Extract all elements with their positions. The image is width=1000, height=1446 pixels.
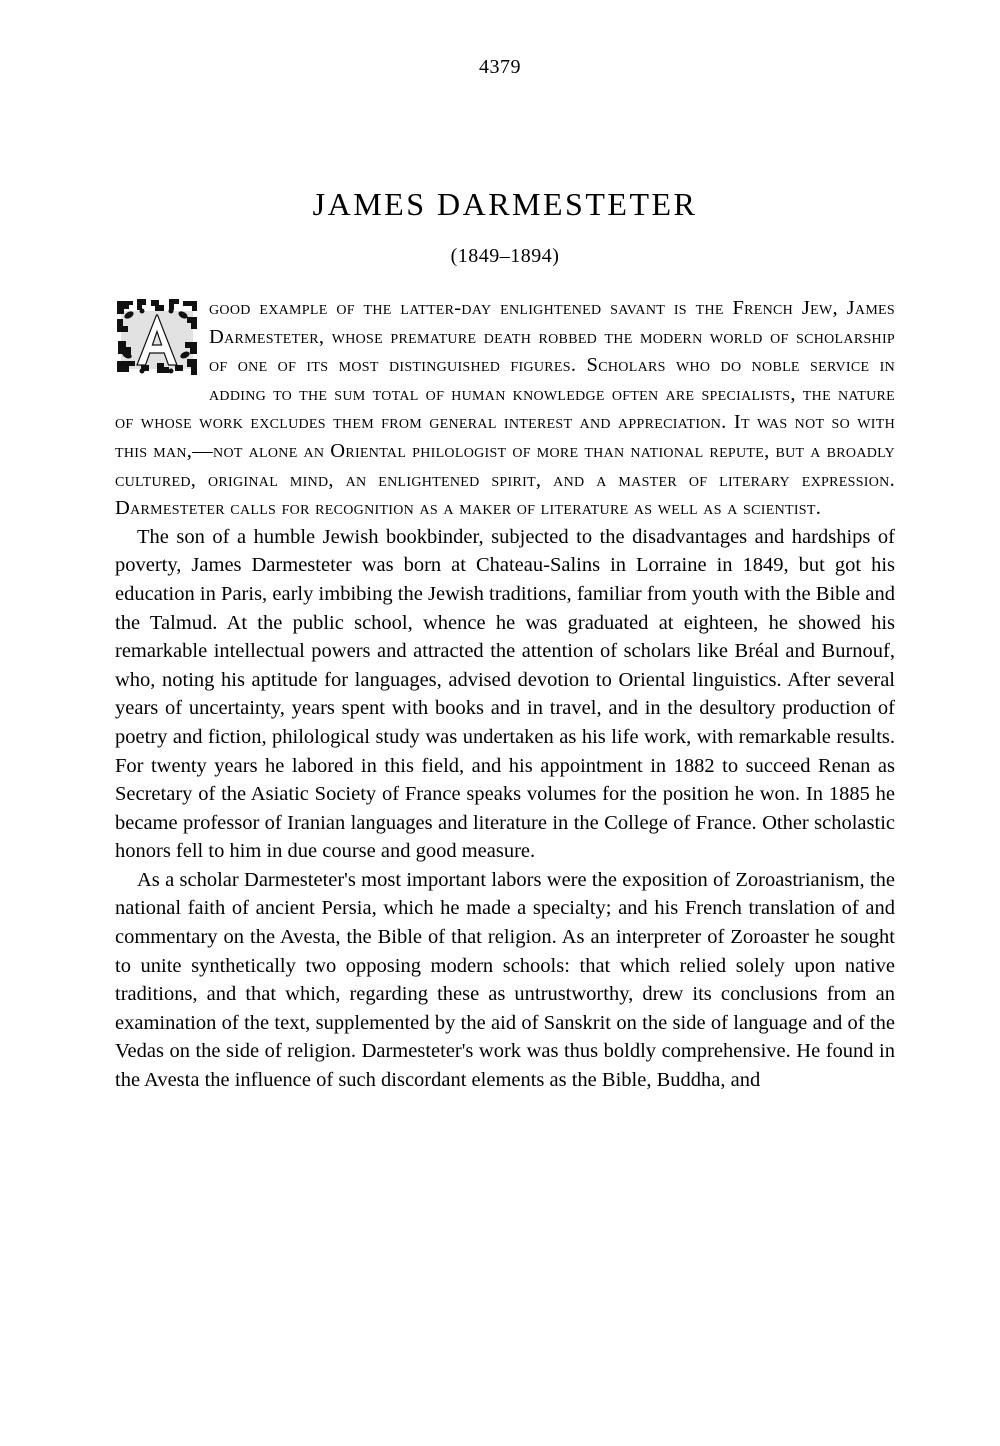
page-content [115,186,895,1095]
paragraph-1-text: good example of the latter-day enlightened savant is the French Jew, James Darmesteter, whose premature death robbed the modern world of scholarship of one of its most distinguished figures. Scholars who do noble service in adding to the sum total of human knowledge often are specialists, the nature of whose work excludes them from general interest and appreciation. It was not so with this man,—not alone an Oriental philologist of more than national repute, but a broadly cultured, original mind, an enlightened spirit, and a master of literary expression. Darmesteter calls for recognition as a maker of literature as well as a scientist. [115,297,895,520]
decorated-drop-cap-icon [115,297,199,381]
page-number: 4379 [479,56,521,78]
paragraph [115,294,895,523]
page-title: JAMES DARMESTETER [312,186,698,222]
paragraph: The son of a humble Jewish bookbinder, subjected to the disadvantages and hardships of poverty, James Darmesteter was born at Chateau-Salins in Lorraine in 1849, but got his education in Paris, early imbibing the Jewish traditions, familiar from youth with the Bible and the Talmud. At the public school, whence he was graduated at eighteen, he showed his remarkable intellectual powers and attracted the attention of scholars like Bréal and Burnouf, who, noting his aptitude for languages, advised devotion to Oriental linguistics. After several years of uncertainty, years spent with books and in travel, and in the desultory production of poetry and fiction, philological study was undertaken as his life work, with remarkable results. For twenty years he labored in this field, and his appointment in 1882 to succeed Renan as Secretary of the Asiatic Society of France speaks volumes for the position he won. In 1885 he became professor of Iranian languages and literature in the College of France. Other scholastic honors fell to him in due course and good measure. [115,525,895,863]
paragraph: As a scholar Darmesteter's most important labors were the exposition of Zoroastrianism, the national faith of ancient Persia, which he made a specialty; and his French translation of and commentary on the Avesta, the Bible of that religion. As an interpreter of Zoroaster he sought to unite synthetically two opposing modern schools: that which relied solely upon native traditions, and that which, regarding these as untrustworthy, drew its conclusions from an examination of the text, supplemented by the aid of Sanskrit on the side of language and of the Vedas on the side of religion. Darmesteter's work was thus boldly comprehensive. He found in the Avesta the influence of such discordant elements as the Bible, Buddha, and [115,868,895,1092]
body-text [115,294,895,1095]
life-dates: (1849–1894) [450,245,560,267]
